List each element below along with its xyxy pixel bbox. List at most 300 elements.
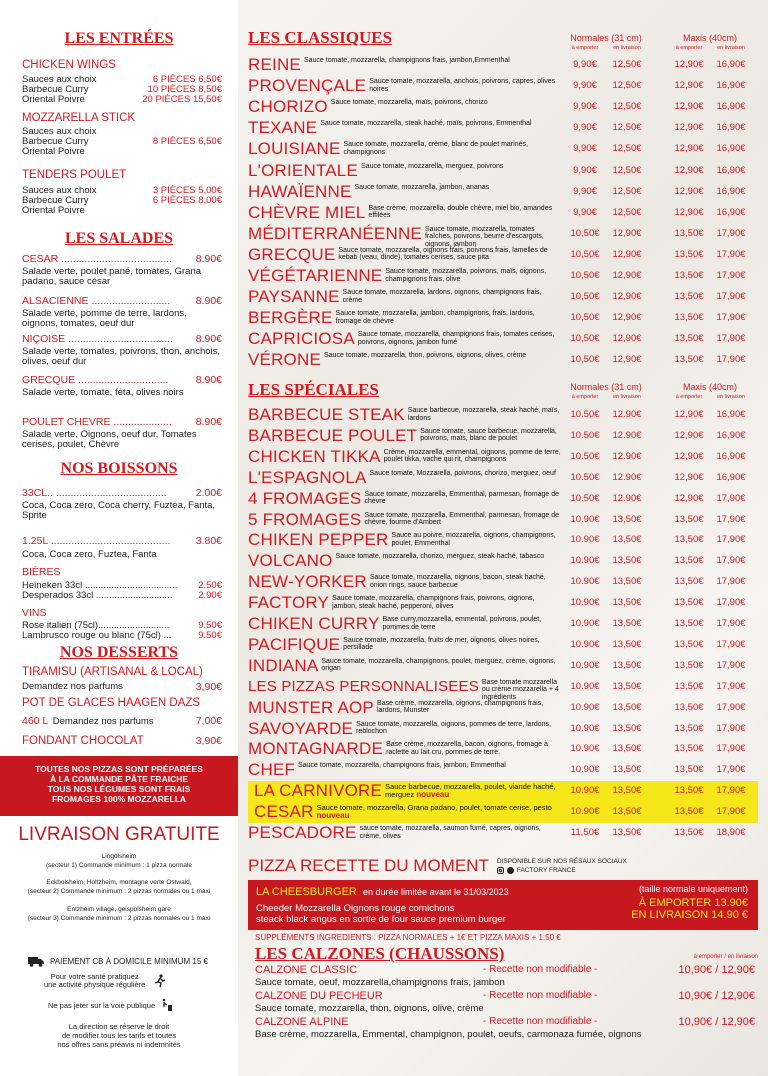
pizza-price: 13,50€: [612, 618, 642, 629]
pizza-name: HAWAÏENNE: [248, 181, 352, 201]
pizza-row: [248, 823, 758, 844]
pizza-desc: Base curry,mozzarella, emmental, poivrons, poulet, pommes de terre: [382, 616, 542, 631]
pizza-name: MUNSTER AOP: [248, 697, 374, 717]
pizza-desc: Sauce tomate, mozzarella, oignons, bacon, steak haché, onion rings, sauce barbecue: [369, 574, 546, 589]
calzone-item: [255, 964, 755, 990]
calzone-desc: Sauce tomate, oeuf, mozzarella,champignons frais, jambon: [255, 977, 505, 988]
pizza-price: 10.90€: [570, 638, 600, 650]
pizza-name: CHIKEN PEPPER: [248, 530, 389, 550]
pizza-desc: Sauce tomate, mozzarella, champignons frais, jambon, Emmenthal: [298, 762, 506, 770]
pizza-price: 17,90€: [716, 743, 746, 755]
salade-name: GRECQUE ...............................: [22, 374, 169, 386]
truck-icon: [28, 956, 44, 967]
pizza-price: 10.90€: [570, 743, 600, 755]
pizza-price: 10,50€: [570, 248, 600, 260]
mozza-stick-sauces: Sauces aux choix Barbecue Curry Oriental Poivre: [22, 126, 97, 157]
pizza-price: 17,90€: [716, 534, 746, 546]
pizza-price: 17,90€: [716, 638, 746, 650]
pizza-price: 12,50€: [612, 164, 642, 176]
sub-livraison-n: en livraison: [613, 45, 641, 51]
pizza-name: CESAR: [254, 802, 314, 822]
normales-header-2: Normales (31 cm): [570, 382, 642, 392]
pizza-desc: Sauce tomate, mozzarella, poivrons, maïs, oignons, champignons frais, olive: [385, 268, 547, 283]
classiques-heading: LES CLASSIQUES: [248, 28, 393, 47]
pizza-price: 13,50€: [674, 785, 704, 797]
pizza-desc: Sauce tomate, mozzarella, anchois, poivrons, capres, olives noires: [369, 78, 556, 93]
pizza-price: 12,50€: [612, 101, 642, 113]
calzone-price: 10,90€ / 12,90€: [678, 1016, 755, 1028]
sub-emporter-m: à emporter: [675, 45, 703, 51]
pizza-desc: Sauce tomate, mozzarella, crème, blanc de poulet marinés, champignons: [343, 141, 528, 156]
calzone-note: - Recette non modifiable -: [483, 990, 598, 1001]
pizza-row: [248, 97, 758, 118]
pizza-price: 17,90€: [716, 659, 746, 671]
pizza-price: 10,50€: [570, 227, 600, 239]
pizza-desc: Sauce tomate, mozzarella, oignons, pommes de terre, lardons, reblochon: [356, 720, 552, 735]
pizza-price: 10.90€: [570, 618, 600, 629]
calzone-desc: Sauce tomate, mozzarella, thon, oignons, olive, crème: [255, 1003, 484, 1014]
salade-price: 8.90€: [195, 333, 222, 345]
pizza-price: 17,90€: [716, 227, 746, 239]
pizza-price: 13,50€: [612, 722, 642, 734]
pizza-price: 9,90€: [573, 122, 597, 134]
pizza-price: 13,50€: [674, 534, 704, 546]
pizza-price: 17,90€: [716, 513, 746, 525]
pizza-name: GRECQUE: [248, 244, 336, 264]
pizza-name: LOUISIANE: [248, 139, 341, 159]
pizza-price: 13,50€: [612, 659, 642, 671]
pizza-row: [248, 118, 758, 139]
pizza-price: 16,90€: [716, 429, 746, 441]
pizza-price: 12,90€: [612, 227, 642, 239]
recette-du-moment: PIZZA RECETTE DU MOMENT DISPONIBLE SUR NOS RÉSAUX SOCIAUX FACTORY FRANCE: [248, 856, 627, 875]
pizza-price: 13,50€: [674, 270, 704, 281]
pizza-price: 12,90€: [674, 471, 704, 483]
pizza-price: 10.90€: [570, 680, 600, 692]
pizza-price: 13,50€: [674, 618, 704, 629]
pizza-desc: Sauce tomate, mozzarella, steak haché, maïs, poivrons, Emmenthal: [320, 120, 532, 128]
pizza-price: 12,90€: [612, 270, 642, 281]
pizza-row: [248, 55, 758, 76]
pizza-name: VÉGÉTARIENNE: [248, 266, 383, 285]
desserts-list: TIRAMISU (ARTISANAL & LOCAL) Demandez nos parfums 3,90€ POT DE GLACES HAAGEN DAZS 460 L Demandez nos parfums 7,00€ FONDANT CHOCOLAT 3,90€: [22, 666, 222, 747]
pizza-price: 17,90€: [716, 597, 746, 609]
pizza-price: 13,50€: [674, 806, 704, 818]
pizza-price: 12,50€: [612, 122, 642, 134]
pizza-price: 12,90€: [674, 185, 704, 197]
pizza-price: 16,90€: [716, 122, 746, 134]
pizza-price: 12,90€: [674, 206, 704, 218]
pizza-row: [248, 329, 758, 350]
pizza-price: 17,90€: [716, 701, 746, 713]
pizza-desc: Base tomate mozzarella ou crème mozzarella + 4 ingrédients: [481, 678, 559, 701]
pizza-desc: Sauce tomate, mozzarella, oignons frais, poivrons frais, lamelles de kebab (veau, dinde), tomates cerises, sauce pita: [338, 246, 548, 262]
pizza-price: 17,90€: [716, 806, 746, 818]
pizza-row: [248, 656, 758, 677]
pizza-price: 13,50€: [674, 659, 704, 671]
pizza-row: [248, 139, 758, 160]
pizza-price: 10,50€: [570, 291, 600, 303]
pizza-price: 13,50€: [612, 680, 642, 692]
pizza-price: 13,50€: [674, 680, 704, 692]
pizza-price: 12,90€: [674, 164, 704, 176]
pizza-row: [248, 802, 758, 823]
pizza-name: SAVOYARDE: [248, 718, 354, 738]
pizza-row: [248, 614, 758, 635]
pizza-desc: Sauce tomate, mozzarella, Emmenthal, parmesan, fromage de chèvre, fourme d'Ambert: [364, 511, 560, 526]
pizza-price: 12.90€: [612, 409, 642, 420]
pizza-price: 10.90€: [570, 659, 600, 671]
pizza-price: 17,90€: [716, 270, 746, 281]
pizza-price: 10.50€: [570, 409, 600, 420]
pizza-name: MONTAGNARDE: [248, 739, 384, 759]
pizza-desc: Sauce tomate, mozzarella, lardons, oignons, champignons frais, crème: [342, 289, 542, 304]
pizza-price: 17,90€: [716, 785, 746, 797]
supplements-line: SUPPLÉMENTS INGREDIENTS : PIZZA NORMALES + 1€ ET PIZZA MAXIS + 1.50 €: [255, 933, 561, 942]
pizza-price: 12,90€: [674, 492, 704, 504]
pizza-price: 12,50€: [612, 80, 642, 92]
pizza-desc: Sauce tomate, mozzarella, merguez, poivrons: [361, 162, 504, 170]
pizza-price: 16,90€: [716, 143, 746, 155]
salade-name: CESAR ......................................: [22, 253, 172, 265]
pizza-price: 9,90€: [573, 206, 597, 218]
pizza-desc: Sauce tomate, mozzarella, Emmenthal, parmesan, fromage de chèvre: [364, 490, 560, 506]
pizza-price: 16,90€: [716, 206, 746, 218]
pizza-price: 10.90€: [570, 534, 600, 546]
pizza-price: 13,50€: [674, 248, 704, 260]
pizza-row: [248, 593, 758, 614]
pizza-price: 13,50€: [674, 743, 704, 755]
pizza-row: [248, 739, 758, 760]
pizza-price: 13,50€: [674, 701, 704, 713]
calzone-note: - Recette non modifiable -: [483, 1016, 598, 1027]
pizza-desc: Base crème, mozzarella, double chèvre, miel bio, amandes effilées: [368, 204, 553, 220]
pizza-price: 16,90€: [716, 80, 746, 92]
pizza-price: 12,50€: [612, 206, 642, 218]
runner-icon: [153, 974, 167, 988]
pizza-price: 13,50€: [612, 764, 642, 776]
salade-item: [22, 374, 222, 398]
pizza-price: 17,90€: [716, 680, 746, 692]
salade-price: 8.90€: [195, 253, 222, 265]
pizza-price: 9,90€: [573, 185, 597, 197]
pizza-price: 13,50€: [612, 785, 642, 797]
entrees-heading: LES ENTRÉES: [64, 30, 174, 47]
pizza-price: 12,50€: [612, 59, 642, 70]
litter-line: Ne pas jeter sur la voie publique: [48, 998, 173, 1012]
pizza-price: 18,90€: [716, 827, 746, 838]
salade-desc: Salade verte, tomates, poivrons, thon, anchois, olives, oeuf dur: [22, 346, 221, 367]
pizza-name: FACTORY: [248, 593, 330, 613]
salade-name: POULET CHEVRE ....................: [22, 416, 172, 428]
sub-emporter-m2: à emporter: [675, 394, 703, 400]
pizza-name: CHORIZO: [248, 97, 328, 117]
pizza-name: L'ORIENTALE: [248, 160, 358, 180]
pizza-price: 17,90€: [716, 576, 746, 588]
pizza-price: 13,50€: [612, 806, 642, 818]
pizza-name: INDIANA: [248, 655, 319, 675]
pizza-row: [248, 468, 758, 489]
salade-price: 8.90€: [195, 295, 222, 307]
pizza-name: BARBECUE STEAK: [248, 405, 405, 424]
pizza-name: VOLCANO: [248, 551, 333, 571]
health-line: Pour votre santé pratiquez une activité physique régulière: [44, 973, 167, 989]
salade-desc: Salade verte, tomate, féta, olives noirs: [22, 387, 184, 398]
pizza-price: 16,90€: [716, 59, 746, 70]
sub-livraison-m2: en livraison: [717, 394, 745, 400]
pizza-price: 13,50€: [674, 513, 704, 525]
pizza-price: 13,50€: [612, 743, 642, 755]
pizza-price: 13,50€: [674, 576, 704, 588]
pizza-price: 16,90€: [716, 164, 746, 176]
pizza-desc: Base crème, mozzarella, bacon, oignons, fromage à raclette au lait cru, pommes de terre.: [386, 741, 548, 756]
pizza-price: 13,50€: [612, 513, 642, 525]
normales-header: Normales (31 cm): [570, 33, 642, 43]
pizza-desc: Sauce tomate, mozzarella, tomates fraîches, poivrons, beurre d'escargots, oignons, jambon: [424, 225, 544, 248]
cheesburger-desc: Cheeder Mozzarella Oignons rouge cornichons steack black angus en sortie de four sauce premium burger: [256, 903, 506, 925]
pizza-desc: Sauce tomate, mozzarella, champignons, poulet, merguez, crème, oignons, origan: [321, 657, 556, 673]
pizza-name: 5 FROMAGES: [248, 509, 362, 529]
pizza-row: [248, 677, 758, 701]
pizza-desc: Base crème, mozzarella, oignons, champignons frais, lardons, Munster: [376, 699, 544, 715]
pizza-name: BARBECUE POULET: [248, 425, 418, 445]
pizza-price: 17,90€: [716, 291, 746, 303]
livraison-zones: Lingolsheim (secteur 1) Commande minimum : 1 pizza normale Eckbolsheim, Holtzheim, montagne verte Ostwald, (secteur 2) Commande minimum : 2 pizzas normales ou 1 maxi Entzheim village, geispolsheim gare (secteur 3) Commande minimum : 2 pizzas normales ou 1 maxi: [27, 853, 211, 922]
pizza-price: 10.90€: [570, 597, 600, 609]
pizza-price: 12.90€: [612, 471, 642, 483]
pizza-price: 10.90€: [570, 513, 600, 525]
pizza-desc: Crème, mozzarella, emmental, oignons, pomme de terre, poulet tikka, vache qui rit, champignons: [383, 448, 561, 464]
pizza-name: CAPRICIOSA: [248, 329, 355, 349]
pizza-price: 12.90€: [612, 492, 642, 504]
pizza-name: PACIFIQUE: [248, 634, 341, 654]
livraison-title: LIVRAISON GRATUITE: [18, 824, 220, 845]
pizza-name: LES PIZZAS PERSONNALISEES: [248, 677, 479, 695]
pizza-row: [248, 530, 758, 551]
disclaimer: La direction se réserve le droit de modifier tous les tarifs et toutes nos offres sans préavis ni indemnités: [57, 1022, 181, 1049]
cheesburger-banner: [248, 880, 758, 930]
pizza-price: 10,50€: [570, 312, 600, 324]
pizza-price: 12,90€: [612, 354, 642, 366]
pizza-price: 17,90€: [716, 492, 746, 504]
pizza-price: 12,90€: [674, 409, 704, 420]
salade-item: [22, 333, 222, 367]
pizza-row: [248, 760, 758, 781]
pizza-desc: Sauce tomate, sauce barbecue, mozzarella, poivrons, maïs, blanc de poulet: [420, 427, 557, 443]
speciales-heading: LES SPÉCIALES: [248, 380, 379, 399]
salade-desc: Salade verte, pomme de terre, lardons, oignons, tomates, oeuf dur: [22, 308, 187, 329]
pizza-price: 13,50€: [612, 555, 642, 567]
pizza-name: 4 FROMAGES: [248, 488, 362, 508]
pizza-price: 9,90€: [573, 101, 597, 113]
pizza-price: 12,90€: [674, 143, 704, 155]
maxis-header: Maxis (40cm): [682, 33, 737, 43]
pizza-name: CHICKEN TIKKA: [248, 446, 381, 466]
pizza-name: L'ESPAGNOLA: [248, 467, 367, 487]
pizza-price: 16,90€: [716, 185, 746, 197]
pizza-desc: Sauce tomate, mozzarella, champignons frais, poivrons, oignons, jambon, steak haché, pepperoni, olives: [332, 595, 535, 610]
pizza-price: 12,90€: [674, 80, 704, 92]
pizza-price: 10.50€: [570, 429, 600, 441]
pizza-row: [248, 245, 758, 266]
pizza-name: CHÈVRE MIEL: [248, 202, 366, 222]
pizza-desc: Sauce tomate, mozzarella, champignons frais, jambon,Emmenthal: [303, 57, 510, 64]
salade-price: 8.90€: [195, 374, 222, 386]
maxis-header-2: Maxis (40cm): [682, 382, 737, 392]
pizza-row: [248, 635, 758, 656]
chicken-wings-sauces: Sauces aux choix Barbecue Curry Oriental Poivre: [22, 74, 97, 105]
pizza-price: 12,90€: [674, 122, 704, 134]
pizza-price: 10.90€: [570, 764, 600, 776]
mozza-stick-title: MOZZARELLA STICK: [22, 112, 136, 124]
pizza-price: 12,90€: [612, 291, 642, 303]
boissons-heading: NOS BOISSONS: [60, 460, 178, 477]
pizza-price: 17,90€: [716, 333, 746, 345]
boissons-list: 33CL.. ...................................... 2.00€ Coca, Coca zero, Coca cherry, Fuztea, Fanta, Sprite 1.25L ......................................... 3.80€ Coca, Coca zero, Fuztea, Fanta BIÈRES Heineken 33cl ................................... 2.50€ Desperados 33cl ............................. 2.90€ VINS Rose italien (75cl)........................... 9.50€ Lambrusco rouge ou blanc (75cl) ... 9.50€: [22, 487, 222, 641]
pizza-name: REINE: [248, 55, 301, 74]
fresh-notice-banner: TOUTES NOS PIZZAS SONT PRÉPARÉES À LA COMMANDE PÂTE FRAICHE TOUS NOS LÉGUMES SONT FRAIS FROMAGES 100% MOZZARELLA: [0, 756, 238, 816]
mozza-stick-price: 8 PIÈCES 6,50€: [152, 136, 222, 147]
pizza-price: 13,50€: [674, 291, 704, 303]
pizza-price: 13,50€: [674, 597, 704, 609]
pizza-row: [248, 182, 758, 203]
nouveau-badge: nouveau: [316, 810, 350, 820]
pizza-desc: Sauce tomate, mozzarella, maïs, poivrons, chorizo: [330, 99, 488, 107]
pizza-desc: Sauce au poivre, mozzarella, oignons, champignons, poulet, Emmenthal: [391, 532, 556, 547]
pizza-price: 12,90€: [612, 248, 642, 260]
pizza-price: 13,50€: [612, 597, 642, 609]
calzone-name: CALZONE DU PECHEUR: [255, 990, 383, 1002]
pizza-row: [248, 447, 758, 468]
pizza-price: 10.90€: [570, 722, 600, 734]
pizza-price: 13,50€: [674, 722, 704, 734]
trash-icon: [161, 998, 173, 1012]
pizza-price: 10.90€: [570, 576, 600, 588]
pizza-row: [248, 572, 758, 593]
pizza-price: 13,50€: [674, 827, 704, 838]
pizza-price: 17,90€: [716, 722, 746, 734]
pizza-row: [248, 426, 758, 447]
calzone-name: CALZONE ALPINE: [255, 1016, 349, 1028]
pizza-price: 16,90€: [716, 450, 746, 462]
cheesburger-title-line: LA CHEESBURGER en durée limitée avant le 31/03/2023: [256, 886, 509, 898]
pizza-row: [248, 266, 758, 287]
pizza-desc: Sauce tomate, mozzarella, jambon, ananas: [354, 183, 490, 191]
pizza-desc: Sauce tomate, mozzarella, Grana padano, poulet, tomate cerise, pesto nouveau: [316, 803, 552, 820]
pizza-desc: Sauce tomate, mozzarella, chorizo, merguez, steak haché, tabasco: [335, 553, 545, 561]
pizza-price: 13,50€: [674, 764, 704, 776]
pizza-price: 13,50€: [674, 354, 704, 366]
salade-name: ALSACIENNE ...........................: [22, 295, 171, 307]
pizza-price: 13,50€: [674, 638, 704, 650]
pizza-price: 17,90€: [716, 312, 746, 324]
pizza-desc: Sauce tomate, mozzarella, champignons frais, tomates cerises, poivrons, oignons, jambon fumé: [357, 331, 555, 346]
pizza-price: 13,50€: [674, 555, 704, 567]
pizza-price: 16,90€: [716, 409, 746, 420]
pizza-price: 12,90€: [674, 450, 704, 462]
salade-desc: Salade verte, Oignons, oeuf dur, Tomates cerises, poulet, Chèvre: [22, 429, 197, 450]
pizza-row: [248, 223, 758, 248]
pizza-price: 11,50€: [570, 827, 600, 838]
pizza-desc: sauce tomate, mozzarella, saumon fumé, capres, oignons, crème, olives: [359, 825, 541, 840]
pizza-row: [248, 161, 758, 182]
tenders-prices: 3 PIÈCES 5,00€ 6 PIÈCES 8,00€: [152, 185, 222, 206]
right-column: [238, 0, 768, 1076]
pizza-name: CHEF: [248, 760, 296, 780]
pizza-row: [248, 551, 758, 572]
calzone-name: CALZONE CLASSIC: [255, 964, 358, 976]
pizza-price: 17,90€: [716, 618, 746, 629]
pizza-price: 17,90€: [716, 248, 746, 260]
pizza-price: 13,50€: [674, 227, 704, 239]
chicken-wings-title: CHICKEN WINGS: [22, 59, 116, 71]
pizza-price: 9,90€: [573, 80, 597, 92]
salade-desc: Salade verte, poulet pané, tomates, Grana padano, sauce césar: [22, 266, 202, 287]
calzone-price: 10,90€ / 12,90€: [678, 964, 755, 976]
pizza-row: [248, 719, 758, 740]
pizza-price: 13,50€: [612, 827, 642, 838]
facebook-icon: [507, 867, 514, 874]
pizza-name: BERGÈRE: [248, 308, 333, 328]
pizza-price: 10,50€: [570, 354, 600, 366]
pizza-price: 12,90€: [674, 101, 704, 113]
pizza-name: PESCADORE: [248, 823, 357, 842]
pizza-price: 17,90€: [716, 764, 746, 776]
pizza-price: 13,50€: [674, 312, 704, 324]
pizza-price: 10,50€: [570, 333, 600, 345]
pizza-price: 10.50€: [570, 492, 600, 504]
sub-emporter-n: à emporter: [571, 45, 599, 51]
pizza-price: 9,90€: [573, 143, 597, 155]
pizza-price: 12,50€: [612, 185, 642, 197]
salade-price: 8.90€: [195, 416, 222, 428]
pizza-row: [248, 698, 758, 719]
pizza-name: VÉRONE: [248, 350, 321, 370]
salade-item: [22, 416, 222, 450]
pizza-price: 13,50€: [612, 701, 642, 713]
sub-livraison-m: en livraison: [717, 45, 745, 51]
calzones-heading: LES CALZONES (CHAUSSONS): [255, 944, 505, 963]
pizza-row: [248, 405, 758, 426]
pizza-price: 10.90€: [570, 806, 600, 818]
calzone-item: [255, 1016, 755, 1042]
calzones-sub: à emporter / en livraison: [693, 954, 758, 960]
pizza-price: 12,90€: [674, 59, 704, 70]
pizza-price: 10.90€: [570, 701, 600, 713]
sub-livraison-n2: en livraison: [613, 394, 641, 400]
pizza-price: 12,90€: [612, 312, 642, 324]
pizza-price: 17,90€: [716, 555, 746, 567]
pizza-price: 12.90€: [612, 450, 642, 462]
pizza-price: 16,90€: [716, 101, 746, 113]
pizza-row: [248, 350, 758, 371]
pizza-name: LA CARNIVORE: [254, 781, 383, 801]
pizza-row: [248, 76, 758, 97]
nouveau-badge: nouveau: [416, 789, 450, 799]
pizza-desc: Sauce tomate, Mozzarella, poivrons, chorizo, merguez, oeuf: [369, 469, 556, 477]
calzone-price: 10,90€ / 12,90€: [678, 990, 755, 1002]
pizza-price: 9,90€: [573, 59, 597, 70]
salade-item: [22, 295, 222, 329]
pizza-name: PROVENÇALE: [248, 76, 367, 96]
pizza-price: 10.50€: [570, 450, 600, 462]
pizza-price: 13,50€: [612, 576, 642, 588]
chicken-wings-prices: 6 PIÈCES 6,50€ 10 PIÈCES 8,50€ 20 PIÈCES 15,50€: [142, 74, 222, 105]
pizza-desc: Sauce tomate, mozzarella, fruits de mer, oignons, olives noires, persillade: [343, 636, 540, 652]
salades-heading: LES SALADES: [64, 230, 174, 247]
cb-line: PAIEMENT CB À DOMICILE MINIMUM 15 €: [28, 956, 208, 967]
pizza-desc: Sauce tomate, mozzarella, thon, poivrons, oignons, olives, crème: [324, 352, 527, 360]
